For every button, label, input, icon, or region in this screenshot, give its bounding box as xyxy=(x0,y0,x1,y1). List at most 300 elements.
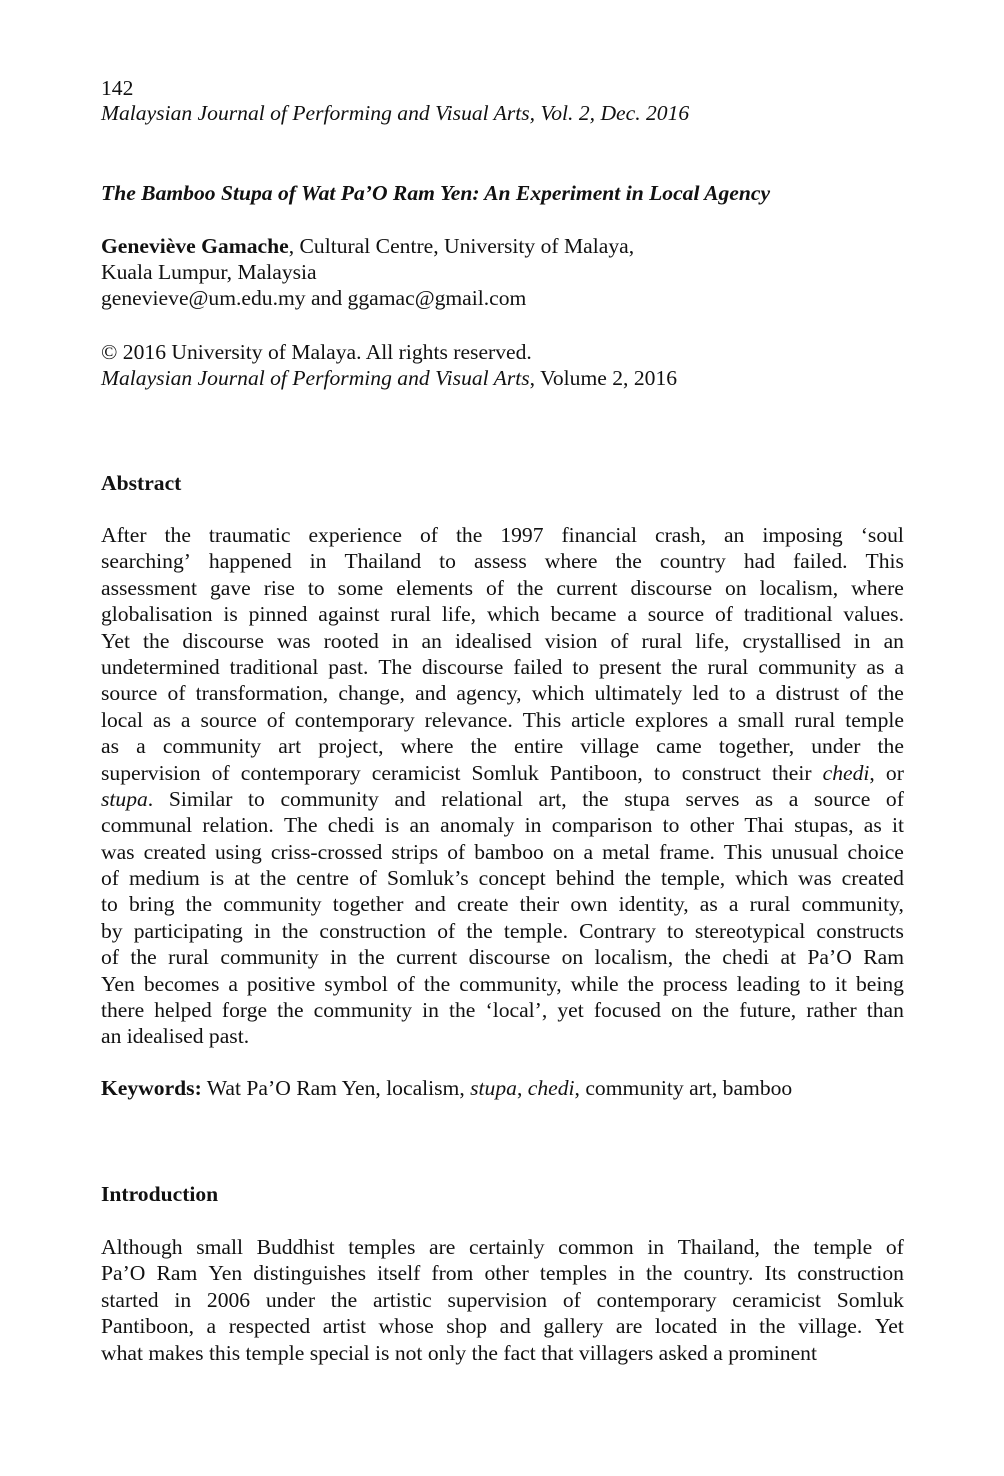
word: temple. xyxy=(503,918,568,943)
word: to xyxy=(101,892,118,917)
word: the xyxy=(455,523,483,547)
word: focused xyxy=(593,998,661,1023)
word: entire xyxy=(514,734,564,759)
word: 2006 xyxy=(206,1287,251,1312)
word: source xyxy=(813,786,871,811)
word: Somluk xyxy=(836,1287,904,1312)
word: asked xyxy=(658,1340,708,1365)
word: project, xyxy=(318,734,384,759)
word: a xyxy=(136,734,146,759)
word: the xyxy=(277,998,304,1023)
word: together xyxy=(332,892,404,917)
word: an xyxy=(883,628,904,653)
word: process xyxy=(662,971,728,996)
word: serves xyxy=(685,786,740,811)
word: on xyxy=(552,839,575,864)
word: and xyxy=(414,892,446,917)
word: as xyxy=(101,734,119,759)
word: Yen xyxy=(101,971,135,996)
keyword: bamboo xyxy=(722,1076,793,1100)
word: of xyxy=(562,1287,581,1312)
word: the xyxy=(470,734,497,759)
word: stereotypical xyxy=(694,918,806,943)
word: anomaly xyxy=(440,813,515,838)
word: of xyxy=(359,866,378,891)
word: is xyxy=(384,813,400,838)
word: where xyxy=(544,549,598,574)
word: the xyxy=(358,945,385,970)
text-line xyxy=(101,680,904,706)
word: what xyxy=(101,1340,143,1365)
word: from xyxy=(431,1261,474,1286)
word: current xyxy=(396,945,458,970)
text-line xyxy=(101,628,904,654)
word: Buddhist xyxy=(256,1235,335,1259)
word: the xyxy=(671,654,698,679)
word: the xyxy=(185,892,213,917)
word: the xyxy=(281,918,309,943)
word: was xyxy=(798,866,832,891)
word: community xyxy=(313,998,413,1023)
word: Somluk’s xyxy=(387,866,469,891)
word: values. xyxy=(843,602,904,627)
word: localism, xyxy=(759,575,839,600)
word: the xyxy=(877,734,904,759)
word: in xyxy=(618,1261,635,1286)
text-line xyxy=(101,760,904,786)
word: makes xyxy=(148,1340,204,1365)
word: a xyxy=(180,707,191,732)
text-line xyxy=(101,1287,904,1313)
word: frame. xyxy=(659,839,715,864)
word: comparison xyxy=(551,813,653,838)
word: Pantiboon, xyxy=(101,1314,194,1339)
word: construction xyxy=(797,1261,904,1286)
word: to xyxy=(248,786,265,811)
word: the xyxy=(615,549,642,574)
word: contemporary xyxy=(240,760,361,785)
word: undetermined xyxy=(101,654,220,679)
word: small xyxy=(196,1235,243,1259)
word: rural xyxy=(390,602,432,627)
word: temple, xyxy=(661,866,726,891)
word: of xyxy=(447,839,466,864)
word: the xyxy=(143,628,170,653)
word: respected xyxy=(228,1314,311,1339)
word: started xyxy=(101,1287,159,1312)
journal-name: Malaysian Journal of Performing and Visual Arts xyxy=(101,366,530,390)
text-line xyxy=(101,1340,904,1366)
word: a xyxy=(206,1314,217,1339)
word: the xyxy=(646,1261,673,1286)
word: metal xyxy=(602,839,651,864)
word: of xyxy=(101,945,119,970)
keyword: stupa xyxy=(470,1076,517,1100)
word: at xyxy=(780,945,797,970)
word: past. xyxy=(328,654,369,679)
word: current xyxy=(556,575,618,600)
word: are xyxy=(428,1235,456,1259)
word: Ram xyxy=(156,1261,198,1286)
word: their xyxy=(519,892,560,917)
word: of xyxy=(396,971,415,996)
word: communal xyxy=(101,813,193,838)
word: crystallised xyxy=(742,628,841,653)
word: Yen xyxy=(208,1261,243,1286)
word: forge xyxy=(221,998,268,1023)
text-line xyxy=(101,812,904,838)
word: the xyxy=(773,1235,800,1259)
word: Somluk xyxy=(471,760,539,785)
word: life, xyxy=(441,602,477,627)
word: not xyxy=(394,1340,423,1365)
word: construction xyxy=(319,918,427,943)
introduction-body xyxy=(101,1234,904,1366)
word: failed. xyxy=(792,549,848,574)
word: of xyxy=(885,786,904,811)
word: being xyxy=(855,971,904,996)
word: participating xyxy=(133,918,243,943)
word: on xyxy=(725,575,747,600)
word: unusual xyxy=(771,839,839,864)
word: relation. xyxy=(202,813,274,838)
word: to xyxy=(728,681,746,706)
word: there xyxy=(101,998,145,1023)
word: becomes xyxy=(143,971,220,996)
word: than xyxy=(866,998,904,1023)
word: ‘soul xyxy=(860,523,904,547)
word: an xyxy=(421,628,442,653)
word: an xyxy=(723,523,745,547)
word: construct xyxy=(681,760,761,785)
word: traumatic xyxy=(208,523,291,547)
word: community xyxy=(220,945,319,970)
word: other xyxy=(484,1261,529,1286)
word: a xyxy=(713,1340,723,1365)
word: prominent xyxy=(728,1340,817,1365)
word: which xyxy=(735,866,788,891)
word: are xyxy=(615,1314,643,1339)
word: to xyxy=(572,654,590,679)
word: article xyxy=(571,707,626,732)
word: past. xyxy=(208,1024,250,1049)
text-line xyxy=(101,971,904,997)
word: artist xyxy=(322,1314,366,1339)
word: 1997 xyxy=(500,523,544,547)
word: constructs xyxy=(816,918,904,943)
word: assess xyxy=(473,549,527,574)
word: choice xyxy=(847,839,904,864)
running-head: Malaysian Journal of Performing and Visual Arts, Vol. 2, Dec. 2016 xyxy=(101,101,690,125)
word: as xyxy=(152,707,171,732)
word: artistic xyxy=(372,1287,432,1312)
text-line xyxy=(101,1234,904,1260)
word: art xyxy=(278,734,302,759)
keyword: community art xyxy=(585,1076,712,1100)
word: distinguishes xyxy=(253,1261,367,1286)
word: idealised xyxy=(454,628,532,653)
word: rooted xyxy=(323,628,379,653)
keywords-label: Keywords: xyxy=(101,1076,202,1100)
word: community xyxy=(758,654,857,679)
word: searching’ xyxy=(101,549,191,574)
word: of xyxy=(211,760,230,785)
word: to xyxy=(653,760,671,785)
word: which xyxy=(486,602,540,627)
word: of xyxy=(885,1235,904,1259)
copyright-notice: © 2016 University of Malaya. All rights reserved. xyxy=(101,340,532,364)
word: in xyxy=(330,945,347,970)
word: gave xyxy=(209,575,251,600)
word: of xyxy=(167,681,186,706)
word: leading xyxy=(736,971,801,996)
word: in xyxy=(853,628,871,653)
word: the xyxy=(259,866,287,891)
word: own xyxy=(570,892,608,917)
word: to xyxy=(307,575,325,600)
abstract-heading: Abstract xyxy=(101,471,182,495)
word: their xyxy=(772,760,812,785)
word: using xyxy=(214,839,262,864)
word: yet xyxy=(557,998,584,1023)
text-line xyxy=(101,575,904,601)
word: that xyxy=(541,1340,574,1365)
abstract-body xyxy=(101,522,904,1050)
word: by xyxy=(101,918,123,943)
word: special xyxy=(309,1340,370,1365)
word: positive xyxy=(246,971,316,996)
article-title: The Bamboo Stupa of Wat Pa’O Ram Yen: An Experiment in Local Agency xyxy=(101,181,771,205)
word: Yet xyxy=(874,1314,904,1339)
word: and xyxy=(415,681,447,706)
word: the xyxy=(759,1314,786,1339)
word: while xyxy=(570,971,619,996)
word: is xyxy=(375,1340,390,1365)
word: some xyxy=(337,575,384,600)
word: and xyxy=(394,786,426,811)
word: the xyxy=(684,945,711,970)
word: community, xyxy=(459,971,562,996)
author-name: Geneviève Gamache xyxy=(101,234,289,258)
word: had xyxy=(743,549,775,574)
author-affiliation: , Cultural Centre, University of Malaya, xyxy=(288,234,635,258)
word: Contrary xyxy=(579,918,656,943)
word: common xyxy=(558,1235,634,1259)
word: financial xyxy=(561,523,638,547)
word: in xyxy=(524,813,542,838)
text-line xyxy=(101,891,904,917)
word: led xyxy=(692,681,719,706)
word: certainly xyxy=(468,1235,545,1259)
word: this xyxy=(208,1340,241,1365)
word: pinned xyxy=(248,602,308,627)
text-line xyxy=(101,654,904,680)
word: crash, xyxy=(655,523,706,547)
word: chedi xyxy=(722,945,770,970)
word: the xyxy=(164,523,191,547)
word: as xyxy=(699,892,718,917)
word: rather xyxy=(806,998,857,1023)
word: came xyxy=(656,734,702,759)
text-line xyxy=(101,786,904,812)
word: idealised xyxy=(126,1024,204,1049)
word: was xyxy=(101,839,135,864)
word: fact xyxy=(503,1340,536,1365)
word: itself xyxy=(377,1261,421,1286)
word: as xyxy=(863,813,882,838)
word: Pantiboon, xyxy=(549,760,643,785)
author-line xyxy=(101,233,634,259)
word: at xyxy=(234,866,250,891)
word: future, xyxy=(739,998,797,1023)
word: The xyxy=(378,654,412,679)
word: create xyxy=(456,892,509,917)
word: source xyxy=(200,707,257,732)
word: a xyxy=(583,839,594,864)
word: or xyxy=(885,760,904,785)
word: relational xyxy=(441,786,523,811)
word: to xyxy=(662,813,680,838)
word: concept xyxy=(478,866,546,891)
word: of xyxy=(101,866,119,891)
word: the xyxy=(877,681,904,706)
word: in xyxy=(391,628,409,653)
word: bamboo xyxy=(474,839,544,864)
journal-volume: , Volume 2, 2016 xyxy=(529,366,678,390)
word: community xyxy=(280,786,379,811)
word: a xyxy=(755,681,766,706)
word: Ram xyxy=(863,945,904,970)
word: rural xyxy=(749,892,791,917)
word: created xyxy=(841,866,904,891)
word: country. xyxy=(683,1261,754,1286)
word: against xyxy=(318,602,380,627)
author-emails: genevieve@um.edu.my and ggamac@gmail.com xyxy=(101,286,527,310)
word: discourse xyxy=(421,654,504,679)
word: the xyxy=(130,945,157,970)
page-number: 142 xyxy=(101,76,134,100)
word: as xyxy=(866,654,885,679)
word: distrust xyxy=(775,681,840,706)
word: located xyxy=(654,1314,718,1339)
word: This xyxy=(865,549,904,574)
word: an xyxy=(409,813,430,838)
keyword: chedi xyxy=(527,1076,575,1100)
word: traditional xyxy=(743,602,833,627)
text-line xyxy=(101,1313,904,1339)
keyword: localism xyxy=(386,1076,460,1100)
word: a xyxy=(894,654,904,679)
word: rural xyxy=(641,628,683,653)
word: bring xyxy=(128,892,175,917)
word: and xyxy=(499,1314,531,1339)
word: ceramicist xyxy=(732,1287,821,1312)
keyword: Wat Pa’O Ram Yen xyxy=(206,1076,376,1100)
word: village. xyxy=(798,1314,863,1339)
word: small xyxy=(737,707,785,732)
word: Pa’O xyxy=(101,1261,146,1286)
word: life, xyxy=(695,628,730,653)
word: discourse xyxy=(630,575,713,600)
word: an xyxy=(101,1024,122,1049)
word: assessment xyxy=(101,575,197,600)
word: where xyxy=(851,575,904,600)
word: rural xyxy=(794,707,836,732)
word: source xyxy=(101,681,158,706)
word: traditional xyxy=(229,654,319,679)
word: in xyxy=(647,1235,665,1259)
word: of xyxy=(437,918,456,943)
word: Thailand xyxy=(344,549,422,574)
word: symbol xyxy=(324,971,388,996)
word: a xyxy=(728,892,739,917)
word: of xyxy=(266,707,285,732)
word: the xyxy=(423,971,451,996)
text-line xyxy=(101,601,904,627)
word: happened xyxy=(208,549,292,574)
word: a xyxy=(228,971,238,996)
word: Thai xyxy=(744,813,784,838)
word: After xyxy=(101,523,147,547)
word: where xyxy=(400,734,454,759)
word: Pa’O xyxy=(807,945,852,970)
word: a xyxy=(718,707,728,732)
word: Yet xyxy=(101,628,131,653)
word: contemporary xyxy=(596,1287,717,1312)
word: in xyxy=(174,1287,192,1312)
word: of xyxy=(610,628,629,653)
word: in xyxy=(729,1314,747,1339)
word: ultimately xyxy=(594,681,683,706)
text-line xyxy=(101,522,904,548)
word: created xyxy=(143,839,206,864)
word: villagers xyxy=(578,1340,654,1365)
text-line xyxy=(101,733,904,759)
word: rural xyxy=(168,945,209,970)
word: chedi, xyxy=(822,760,875,785)
word: on xyxy=(561,945,584,970)
text-line xyxy=(101,944,904,970)
word: art, xyxy=(538,786,567,811)
word: contemporary xyxy=(294,707,415,732)
word: the xyxy=(516,575,544,600)
word: became xyxy=(550,602,617,627)
word: whose xyxy=(378,1314,434,1339)
keywords-list: Wat Pa’O Ram Yen, localism, stupa, chedi, community art, bamboo xyxy=(206,1076,793,1100)
word: rise xyxy=(263,575,295,600)
word: as xyxy=(755,786,774,811)
word: of xyxy=(419,523,438,547)
text-line xyxy=(101,839,904,865)
word: in xyxy=(422,998,439,1023)
word: Although xyxy=(101,1235,183,1259)
word: supervision xyxy=(101,760,201,785)
word: a xyxy=(788,786,799,811)
word: under xyxy=(265,1287,316,1312)
text-line xyxy=(101,1260,904,1286)
word: This xyxy=(522,707,562,732)
word: together, xyxy=(718,734,795,759)
text-line xyxy=(101,997,904,1023)
word: the xyxy=(449,998,476,1023)
text-line xyxy=(101,1023,904,1049)
word: community xyxy=(223,892,322,917)
word: present xyxy=(599,654,662,679)
word: rural xyxy=(707,654,749,679)
word: Thailand, xyxy=(677,1235,760,1259)
word: behind xyxy=(555,866,615,891)
word: only xyxy=(427,1340,467,1365)
